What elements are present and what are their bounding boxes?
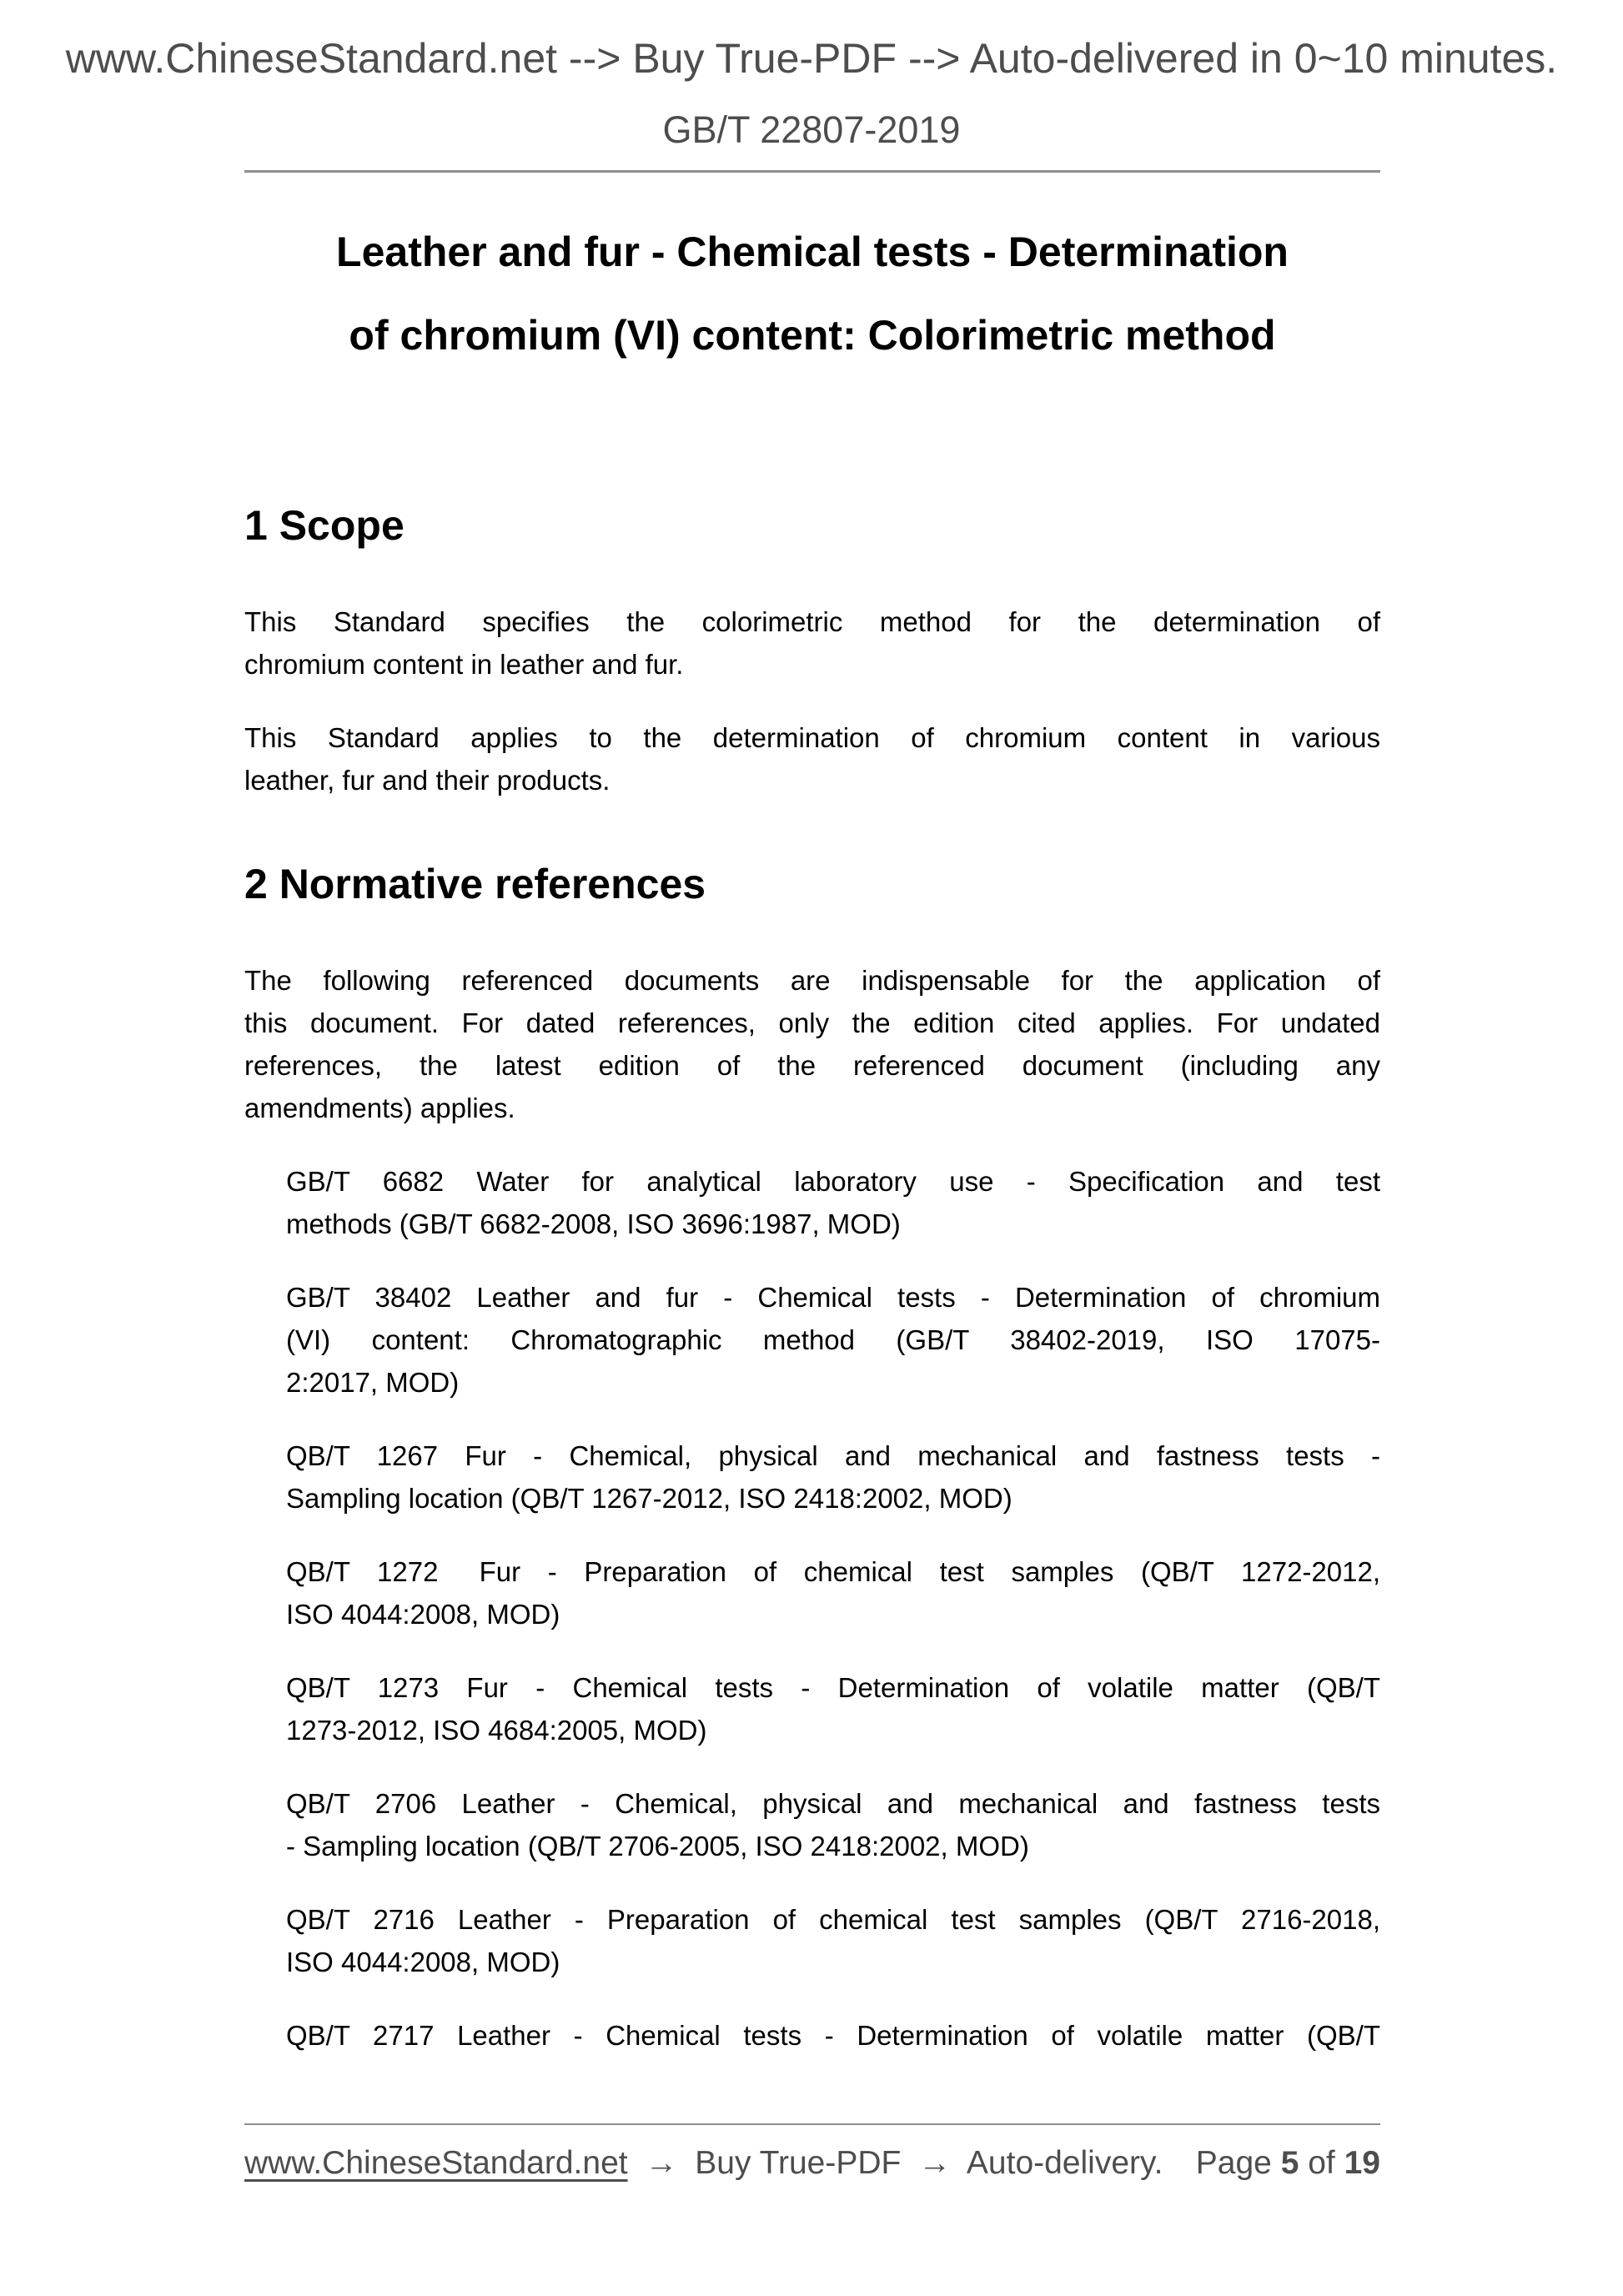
text-line: QB/T 1267 Fur - Chemical, physical and mechanical and fastness tests - <box>286 1440 1380 1471</box>
of-word: of <box>1308 2145 1335 2181</box>
page-footer <box>244 2143 1380 2183</box>
arrow-right-icon: → <box>918 2145 952 2181</box>
document-title <box>244 210 1380 377</box>
footer-site-link[interactable]: www.ChineseStandard.net <box>244 2145 628 2181</box>
text-line: This Standard specifies the colorimetric method for the determination of <box>244 606 1380 637</box>
paragraph <box>286 1276 1380 1404</box>
text-line: Sampling location (QB/T 1267-2012, ISO 2418:2002, MOD) <box>286 1483 1012 1514</box>
text-line: chromium content in leather and fur. <box>244 649 684 680</box>
text-line: QB/T 2717 Leather - Chemical tests - Determination of volatile matter (QB/T <box>286 2020 1380 2051</box>
standard-number: GB/T 22807-2019 <box>662 108 961 151</box>
footer-divider <box>244 2123 1380 2125</box>
document-title-line1: Leather and fur - Chemical tests - Determination <box>336 229 1289 275</box>
text-line: ISO 4044:2008, MOD) <box>286 1599 560 1630</box>
text-line: ISO 4044:2008, MOD) <box>286 1947 560 1977</box>
text-line: leather, fur and their products. <box>244 765 611 796</box>
text-line: GB/T 38402 Leather and fur - Chemical tests - Determination of chromium <box>286 1282 1380 1313</box>
paragraph <box>286 1434 1380 1520</box>
footer-buy-label: Buy True-PDF <box>695 2145 902 2181</box>
page-current: 5 <box>1280 2145 1299 2181</box>
text-line: QB/T 2706 Leather - Chemical, physical and mechanical and fastness tests <box>286 1788 1380 1819</box>
text-line: 2:2017, MOD) <box>286 1367 460 1398</box>
paragraph <box>244 716 1380 801</box>
page-word: Page <box>1195 2145 1272 2181</box>
section <box>244 500 1380 801</box>
document-title-line2: of chromium (VI) content: Colorimetric method <box>349 312 1276 359</box>
paragraph <box>286 1160 1380 1245</box>
footer-left <box>244 2143 1163 2183</box>
header-tagline: www.ChineseStandard.net --> Buy True-PDF --> Auto-delivered in 0~10 minutes. <box>65 35 1558 82</box>
paragraph <box>286 1550 1380 1635</box>
text-line: (VI) content: Chromatographic method (GB/T 38402-2019, ISO 17075- <box>286 1324 1380 1355</box>
section <box>244 859 1380 2057</box>
text-line: This Standard applies to the determination of chromium content in various <box>244 722 1380 753</box>
text-line: this document. For dated references, only the edition cited applies. For undated <box>244 1007 1380 1038</box>
text-line: methods (GB/T 6682-2008, ISO 3696:1987, MOD) <box>286 1208 901 1239</box>
text-line: 1273-2012, ISO 4684:2005, MOD) <box>286 1715 707 1746</box>
paragraph <box>286 2014 1380 2057</box>
header-divider <box>244 170 1380 173</box>
section-heading: 2 Normative references <box>244 861 706 907</box>
footer-delivery-label: Auto-delivery. <box>966 2145 1163 2181</box>
paragraph <box>244 959 1380 1129</box>
page-content <box>0 170 1623 2183</box>
text-line: amendments) applies. <box>244 1093 515 1123</box>
text-line: The following referenced documents are indispensable for the application of <box>244 965 1380 996</box>
text-line: QB/T 2716 Leather - Preparation of chemical test samples (QB/T 2716-2018, <box>286 1904 1380 1935</box>
text-line: QB/T 1273 Fur - Chemical tests - Determination of volatile matter (QB/T <box>286 1672 1380 1703</box>
text-line: - Sampling location (QB/T 2706-2005, ISO 2418:2002, MOD) <box>286 1831 1029 1861</box>
page-indicator <box>1196 2143 1380 2183</box>
text-line: references, the latest edition of the referenced document (including any <box>244 1050 1380 1081</box>
paragraph <box>286 1898 1380 1983</box>
paragraph <box>244 600 1380 686</box>
page-total: 19 <box>1344 2145 1380 2181</box>
text-line: GB/T 6682 Water for analytical laboratory use - Specification and test <box>286 1166 1380 1197</box>
paragraph <box>286 1782 1380 1867</box>
sections-container <box>244 500 1380 2057</box>
paragraph <box>286 1666 1380 1751</box>
arrow-right-icon: → <box>645 2145 678 2181</box>
section-heading: 1 Scope <box>244 502 404 549</box>
text-line: QB/T 1272 Fur - Preparation of chemical test samples (QB/T 1272-2012, <box>286 1556 1380 1587</box>
